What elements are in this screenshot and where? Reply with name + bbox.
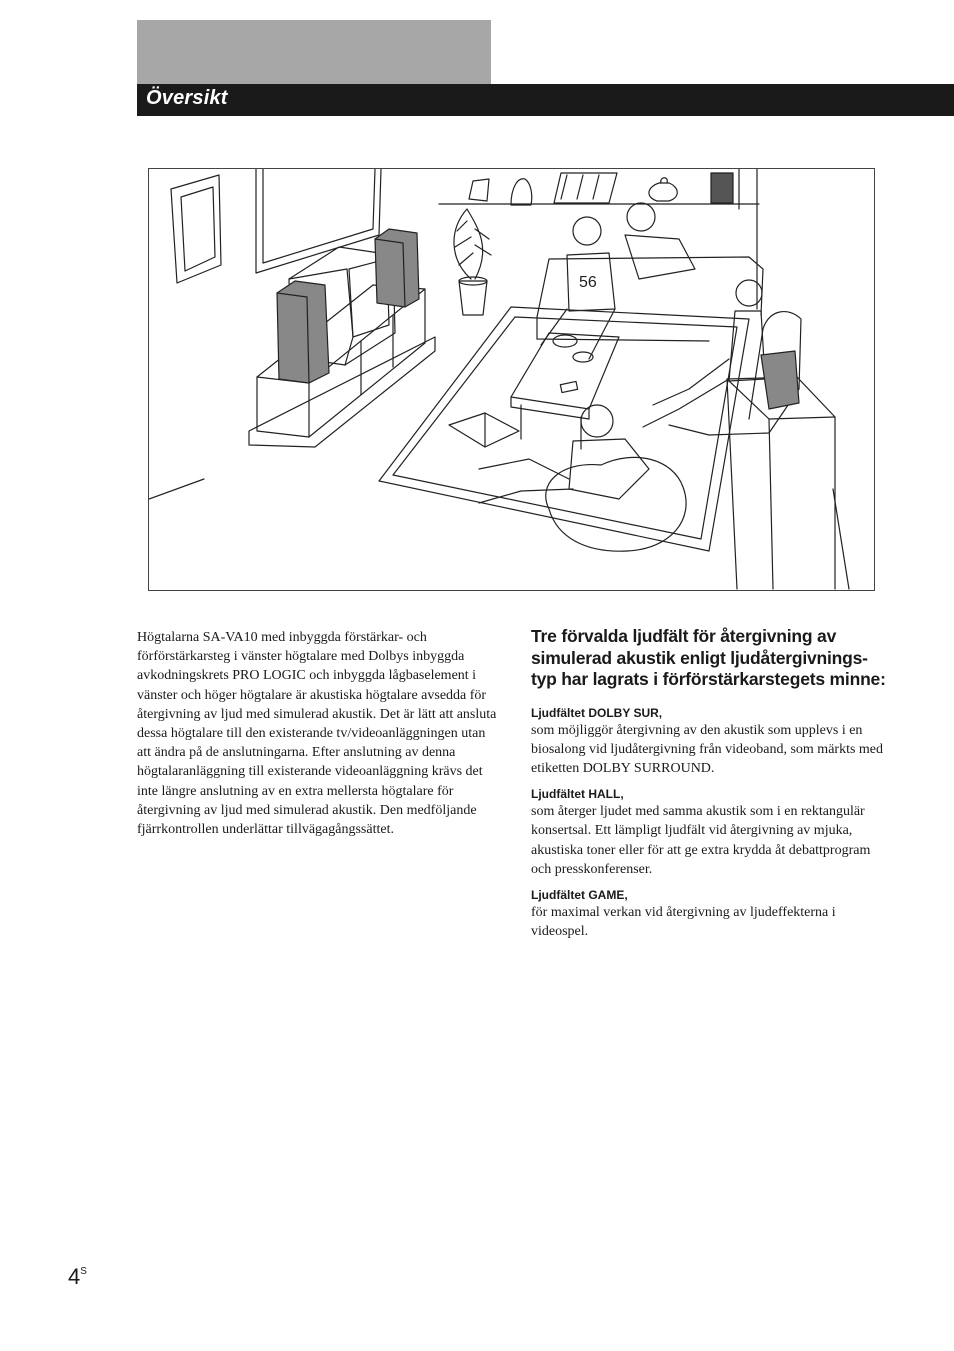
field-desc-dolby: som möjliggör återgivning av den akustik som upplevs i en biosalong vid ljudåtergivning från videoband, som märkts med etiketten DOLBY SURROUND. [531,722,884,776]
page-number-value: 4 [68,1264,81,1289]
header-grey-block [137,20,491,84]
intro-paragraph: Högtalarna SA-VA10 med inbyggda förstärkar- och förförstärkarsteg i vänster högtalare med Dolbys inbyggda avkodningskrets PRO LOGIC och inbyggda lågbaselement i vänster och höger högtalare är akustiska högtalare avsedda för återgivning av ljud med simulerad akustik. Det är lätt att ansluta dessa högtalare till den existerande tv/videoanläggningen utan att ändra på de anslutningarna. Efter anslutning av denna högtalaranläggning till existerande videoanläggning krävs det inte längre anslutning av en extra mellersta högtalare för återgivning av ljud med simulerad akustik. Den medföljande fjärrkontrollen underlättar tillvägagångssättet. [137,630,497,838]
coffee-table [511,333,619,449]
section-header-bar [137,84,954,116]
sound-fields-section [531,626,891,949]
person-center-jersey [541,217,615,359]
wall-painting [256,169,381,273]
wall-picture-left [171,175,221,283]
field-desc-hall: som återger ljudet med samma akustik som i en rektangulär konsertsal. Ett lämpligt ljudfält vid återgivning av mjuka, akustiska toner eller för att ge extra krydda åt debattprogram och presskonferenser. [531,804,871,877]
person-couch-right [643,280,765,427]
section-title: Översikt [146,87,228,109]
speaker-left-front [277,281,329,383]
section-heading: Tre förvalda ljudfält för återgivning av simulerad akustik enligt ljudåtergivnings-typ har lagrats i förförstärkarstegets minne: [531,626,886,689]
field-term-game: Ljudfältet GAME, [531,887,628,902]
field-term-dolby: Ljudfältet DOLBY SUR, [531,705,663,720]
floor-line [149,479,204,499]
person-couch-top [625,203,695,279]
side-table [727,377,835,589]
field-desc-game: för maximal verkan vid återgivning av ljudeffekterna i videospel. [531,904,836,940]
sofa [537,257,801,435]
open-book [449,413,519,447]
speaker-right [761,351,799,409]
jersey-number: 56 [579,274,597,291]
field-term-hall: Ljudfältet HALL, [531,787,624,802]
beanbag-chair [546,457,686,551]
page-number [68,1264,87,1290]
speaker-back [375,229,419,307]
person-floor [479,405,649,503]
shelf-items [469,173,733,205]
house-plant [454,209,491,315]
living-room-illustration [148,168,875,591]
page-number-suffix: S [80,1266,87,1277]
